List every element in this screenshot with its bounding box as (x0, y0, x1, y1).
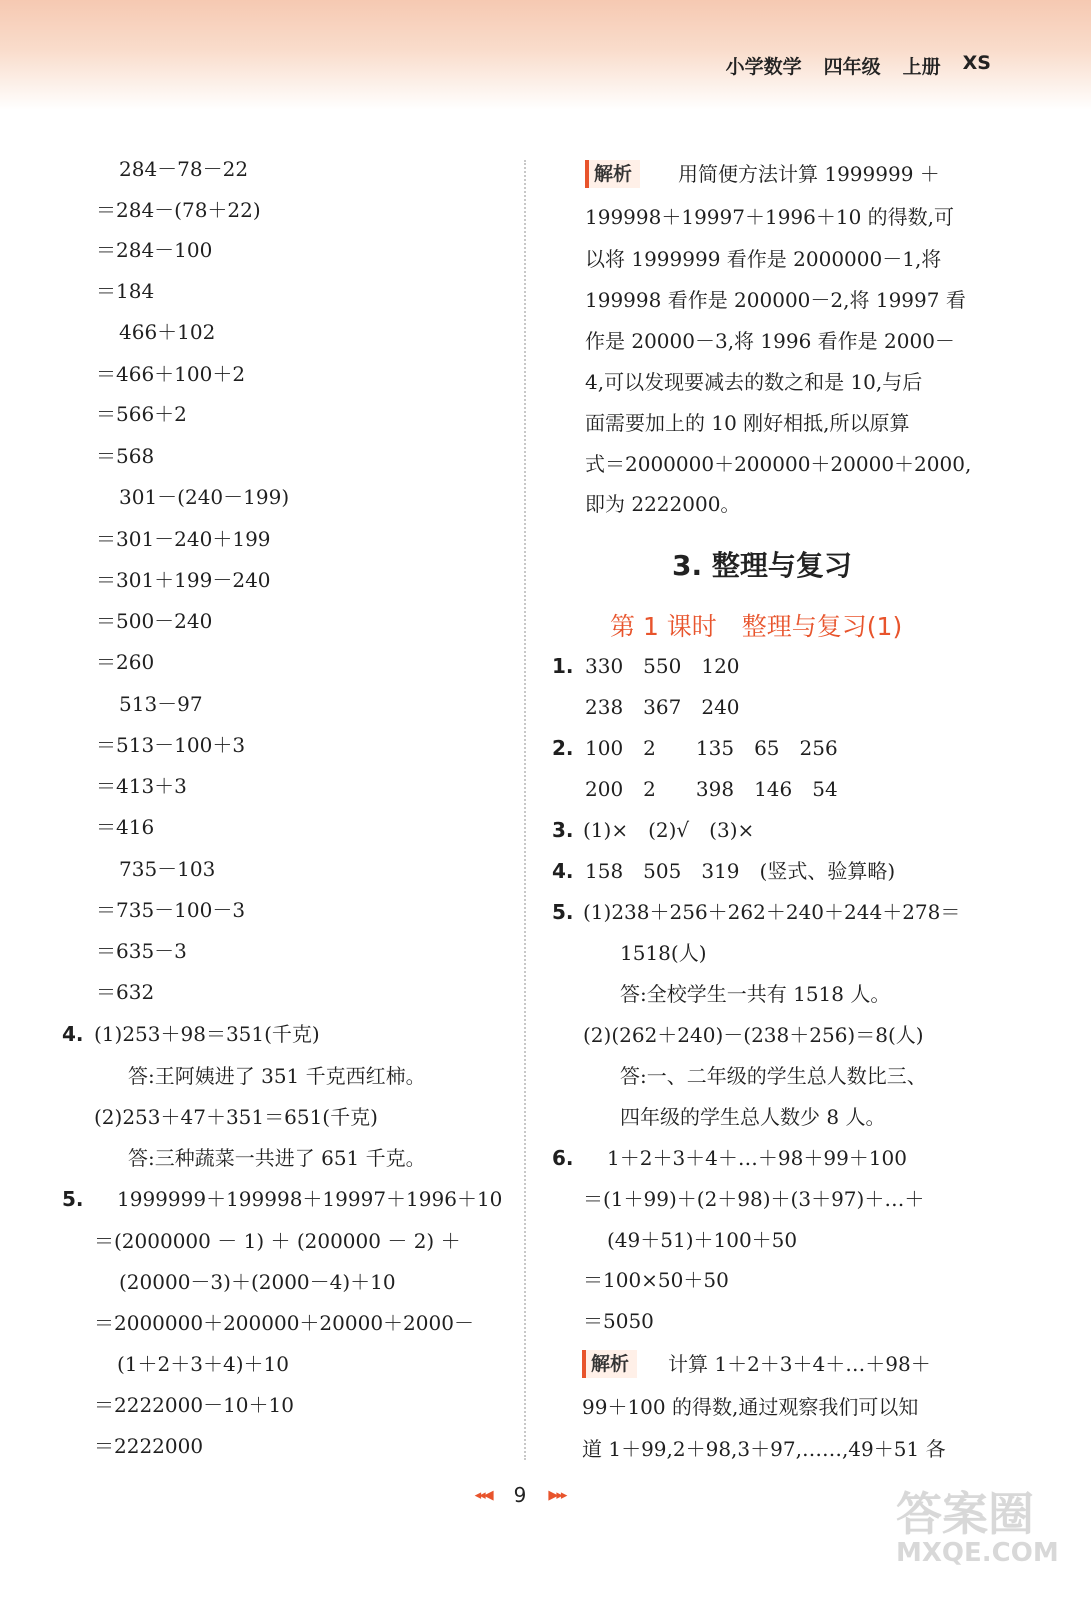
analysis-text: 用简便方法计算 1999999 ＋ (678, 162, 940, 186)
answer-line: 答:三种蔬菜一共进了 651 千克。 (128, 1146, 426, 1170)
answer-line: (1)238＋256＋262＋240＋244＋278＝ (583, 900, 961, 924)
header-edition: XS (962, 52, 991, 74)
answer-line: 238 367 240 (585, 695, 740, 719)
watermark (896, 1478, 1066, 1578)
calc-line: ＝301－240＋199 (96, 527, 271, 551)
answer-line: 100 2 135 65 256 (585, 736, 838, 760)
calc-line: ＝2000000＋200000＋20000＋2000－ (94, 1311, 474, 1335)
analysis-text: 面需要加上的 10 刚好相抵,所以原算 (585, 411, 910, 435)
calc-line: ＝5050 (583, 1309, 654, 1333)
header-grade: 四年级 (823, 56, 881, 78)
column-divider (524, 160, 526, 1460)
answer-line: 答:全校学生一共有 1518 人。 (620, 982, 891, 1006)
question-number: 3. (552, 818, 574, 842)
question-number: 4. (552, 859, 574, 883)
calc-line: ＝(2000000 － 1) ＋ (200000 － 2) ＋ (94, 1229, 461, 1253)
next-arrows-icon: ▶▸▸ (548, 1487, 566, 1503)
watermark-logo: 答案圈 (896, 1487, 1034, 1541)
analysis-text: 作是 20000－3,将 1996 看作是 2000－ (585, 329, 955, 353)
calc-line: ＝413＋3 (96, 774, 187, 798)
question-number: 4. (62, 1022, 84, 1046)
question-number: 6. (552, 1146, 574, 1170)
answer-line: 答:王阿姨进了 351 千克西红柿。 (128, 1064, 426, 1088)
calc-line: (20000－3)＋(2000－4)＋10 (119, 1270, 396, 1294)
question-number: 1. (552, 654, 574, 678)
watermark-url: MXQE.COM (896, 1538, 1059, 1568)
calc-line: ＝632 (96, 980, 155, 1004)
analysis-text: 4,可以发现要减去的数之和是 10,与后 (585, 370, 923, 394)
answer-line: (1)× (2)√ (3)× (583, 818, 755, 842)
calc-line: ＝500－240 (96, 609, 213, 633)
calc-line: ＝635－3 (96, 939, 187, 963)
calc-line: ＝513－100＋3 (96, 733, 246, 757)
calc-line: ＝416 (96, 815, 155, 839)
analysis-tag: 解析 (582, 1350, 637, 1378)
analysis-text: 式＝2000000＋200000＋20000＋2000, (585, 452, 972, 476)
lesson-title: 第 1 课时 整理与复习(1) (610, 612, 903, 641)
book-header (726, 52, 991, 79)
question-number: 5. (62, 1187, 84, 1211)
analysis-text: 计算 1＋2＋3＋4＋…＋98＋ (668, 1352, 931, 1376)
question-number: 2. (552, 736, 574, 760)
calc-line: ＝735－100－3 (96, 898, 246, 922)
answer-line: 答:一、二年级的学生总人数比三、 (620, 1064, 927, 1088)
header-subject: 小学数学 (725, 56, 802, 78)
calc-line: ＝568 (96, 444, 155, 468)
calc-line: ＝260 (96, 650, 155, 674)
analysis-text: 道 1＋99,2＋98,3＋97,……,49＋51 各 (582, 1437, 946, 1461)
answer-line: (2)253＋47＋351＝651(千克) (94, 1105, 378, 1129)
question-number: 5. (552, 900, 574, 924)
calc-line: ＝566＋2 (96, 402, 187, 426)
answer-line: 200 2 398 146 54 (585, 777, 838, 801)
calc-line: 513－97 (119, 692, 203, 716)
answer-line: (1)253＋98＝351(千克) (94, 1022, 320, 1046)
header-volume: 上册 (902, 56, 941, 78)
answer-line: 1518(人) (620, 941, 707, 965)
analysis-tag: 解析 (585, 160, 640, 188)
answer-line: (2)(262＋240)－(238＋256)＝8(人) (583, 1023, 924, 1047)
calc-line: 301－(240－199) (119, 485, 290, 509)
calc-line: 284－78－22 (119, 157, 249, 181)
calc-line: (49＋51)＋100＋50 (607, 1228, 798, 1252)
calc-line: ＝2222000 (94, 1434, 204, 1458)
page-footer (430, 1480, 610, 1510)
analysis-text: 199998＋19997＋1996＋10 的得数,可 (585, 205, 955, 229)
calc-line: ＝(1＋99)＋(2＋98)＋(3＋97)＋…＋ (583, 1187, 925, 1211)
calc-line: ＝2222000－10＋10 (94, 1393, 294, 1417)
calc-line: ＝100×50＋50 (583, 1268, 729, 1292)
prev-arrows-icon: ◂◂◀ (474, 1487, 492, 1503)
analysis-text: 199998 看作是 200000－2,将 19997 看 (585, 288, 966, 312)
analysis-text: 即为 2222000。 (585, 492, 741, 516)
page-number: 9 (513, 1483, 527, 1507)
calc-line: 735－103 (119, 857, 216, 881)
answer-line: 四年级的学生总人数少 8 人。 (620, 1105, 886, 1129)
answer-line: 158 505 319 (竖式、验算略) (585, 859, 896, 883)
calc-line: 1＋2＋3＋4＋…＋98＋99＋100 (607, 1146, 907, 1170)
analysis-text: 99＋100 的得数,通过观察我们可以知 (582, 1395, 919, 1419)
answer-line: 330 550 120 (585, 654, 740, 678)
calc-line: 1999999＋199998＋19997＋1996＋10 (117, 1187, 503, 1211)
calc-line: ＝184 (96, 279, 155, 303)
analysis-text: 以将 1999999 看作是 2000000－1,将 (585, 247, 942, 271)
section-title: 3. 整理与复习 (672, 549, 852, 582)
calc-line: (1＋2＋3＋4)＋10 (117, 1352, 289, 1376)
calc-line: ＝466＋100＋2 (96, 362, 246, 386)
calc-line: ＝284－(78＋22) (96, 198, 261, 222)
calc-line: ＝301＋199－240 (96, 568, 271, 592)
calc-line: 466＋102 (119, 320, 216, 344)
calc-line: ＝284－100 (96, 238, 213, 262)
